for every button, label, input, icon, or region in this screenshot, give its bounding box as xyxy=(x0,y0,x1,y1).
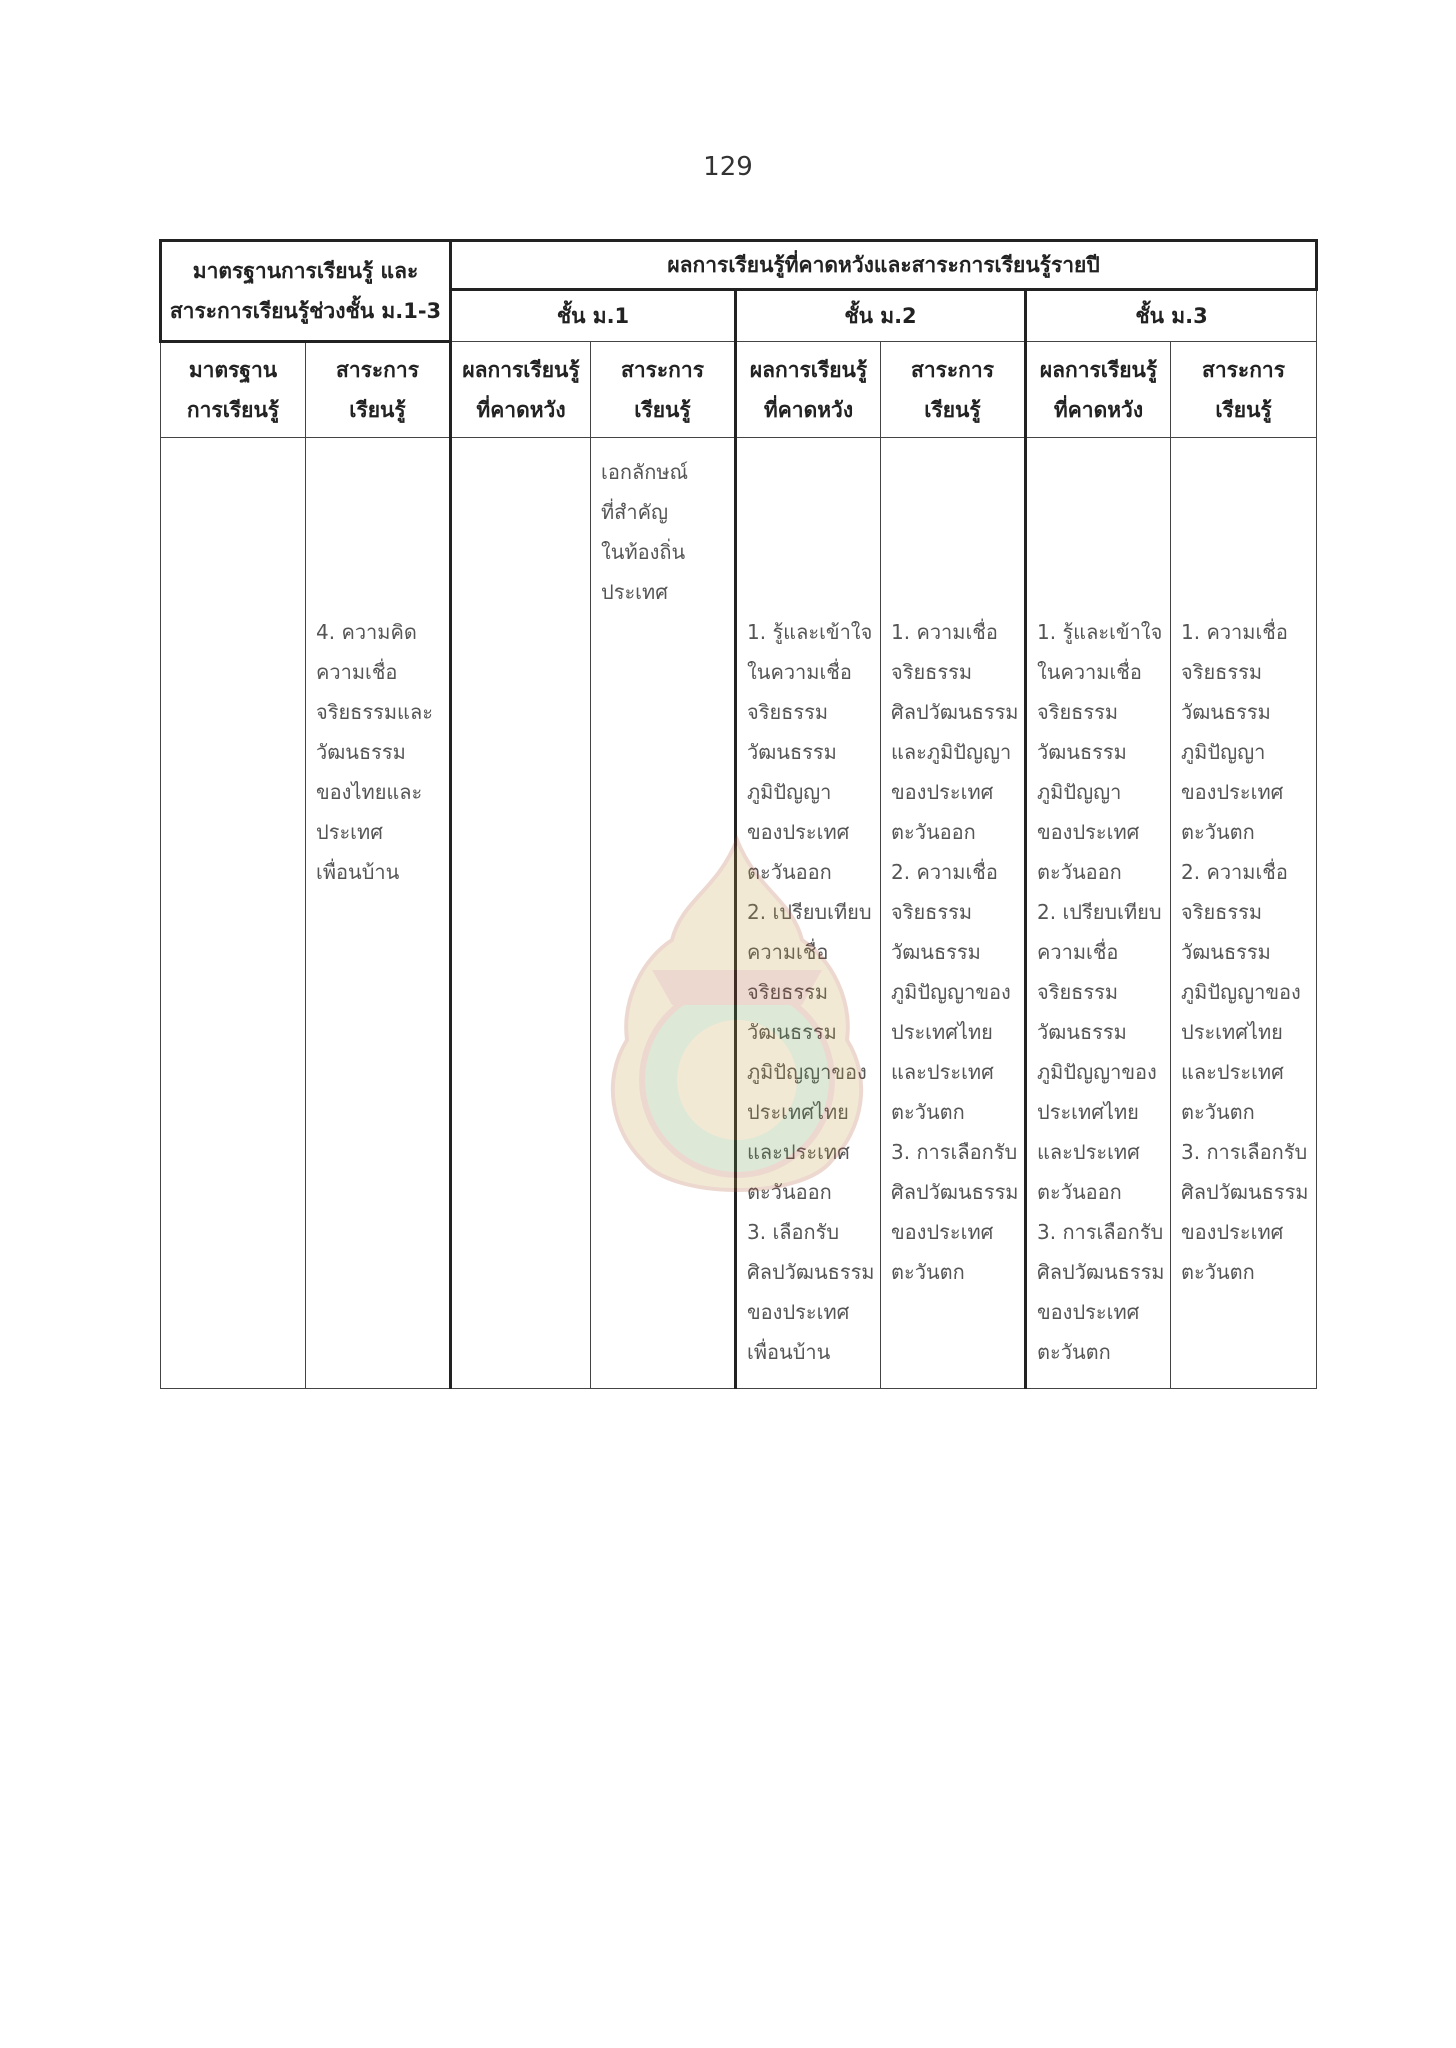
cell-standard xyxy=(161,438,306,1389)
cell-line: ของประเทศ xyxy=(891,1220,994,1244)
cell-content-m3 xyxy=(1171,438,1317,1389)
cell-line: จริยธรรม xyxy=(891,900,973,924)
cell-line: ประเทศ xyxy=(316,820,383,844)
cell-line: ตะวันตก xyxy=(1181,1100,1255,1124)
subheader-outcome-m3: ผลการเรียนรู้ ที่คาดหวัง xyxy=(1026,342,1171,438)
cell-line: จริยธรรม xyxy=(747,700,829,724)
cell-line: ตะวันออก xyxy=(1037,860,1122,884)
cell-line: ภูมิปัญญาของ xyxy=(1181,980,1301,1004)
cell-line: วัฒนธรรม xyxy=(891,940,981,964)
cell-outcome-m2 xyxy=(736,438,881,1389)
header-standard-group: มาตรฐานการเรียนรู้ และ สาระการเรียนรู้ช่วงชั้น ม.1-3 xyxy=(161,241,451,342)
cell-line: จริยธรรม xyxy=(891,660,973,684)
cell-line: 3. การเลือกรับ xyxy=(1181,1140,1308,1164)
cell-line: ภูมิปัญญาของ xyxy=(1037,1060,1157,1084)
page-number: 129 xyxy=(703,152,753,182)
cell-content-m2 xyxy=(881,438,1026,1389)
cell-line: และประเทศ xyxy=(1037,1140,1140,1164)
cell-line: ภูมิปัญญา xyxy=(1181,740,1266,764)
cell-line: จริยธรรม xyxy=(1181,900,1263,924)
cell-line: ของประเทศ xyxy=(747,820,850,844)
cell-line: วัฒนธรรม xyxy=(747,740,837,764)
cell-line: ของไทยและ xyxy=(316,780,423,804)
cell-line: ตะวันออก xyxy=(747,860,832,884)
cell-line: ตะวันออก xyxy=(1037,1180,1122,1204)
cell-line: ความเชื่อ xyxy=(1037,940,1119,964)
header-grade-m3: ชั้น ม.3 xyxy=(1026,290,1317,342)
curriculum-table xyxy=(159,239,1318,1389)
cell-content-m1 xyxy=(591,438,736,1389)
subheader-content-m2: สาระการ เรียนรู้ xyxy=(881,342,1026,438)
cell-line: ประเทศไทย xyxy=(747,1100,849,1124)
cell-line: และประเทศ xyxy=(891,1060,994,1084)
cell-line: ประเทศ xyxy=(601,580,668,604)
cell-line: วัฒนธรรม xyxy=(1037,1020,1127,1044)
cell-line: เพื่อนบ้าน xyxy=(316,860,400,884)
cell-line: 3. การเลือกรับ xyxy=(1037,1220,1164,1244)
header-grade-m1: ชั้น ม.1 xyxy=(451,290,736,342)
cell-line: ภูมิปัญญา xyxy=(1037,780,1122,804)
cell-line: และประเทศ xyxy=(747,1140,850,1164)
cell-line: ตะวันออก xyxy=(747,1180,832,1204)
cell-line: ประเทศไทย xyxy=(1037,1100,1139,1124)
cell-line: จริยธรรม xyxy=(1181,660,1263,684)
cell-line: ตะวันตก xyxy=(1181,1260,1255,1284)
cell-line: วัฒนธรรม xyxy=(747,1020,837,1044)
cell-line: ในความเชื่อ xyxy=(1037,660,1142,684)
cell-line: ประเทศไทย xyxy=(1181,1020,1283,1044)
cell-line: ตะวันตก xyxy=(1181,820,1255,844)
cell-line: ที่สำคัญ xyxy=(601,500,669,524)
cell-line: ภูมิปัญญา xyxy=(747,780,832,804)
cell-line: และภูมิปัญญา xyxy=(891,740,1012,764)
cell-line: ประเทศไทย xyxy=(891,1020,993,1044)
cell-line: 2. เปรียบเทียบ xyxy=(747,900,872,924)
cell-line: ตะวันตก xyxy=(891,1260,965,1284)
cell-line: เอกลักษณ์ xyxy=(601,460,689,484)
cell-line: จริยธรรมและ xyxy=(316,700,433,724)
cell-line: 3. เลือกรับ xyxy=(747,1220,840,1244)
cell-line: ศิลปวัฒนธรรม xyxy=(1181,1180,1309,1204)
cell-line: 4. ความคิด xyxy=(316,620,417,644)
cell-line: ภูมิปัญญาของ xyxy=(747,1060,867,1084)
cell-line: ตะวันออก xyxy=(891,820,976,844)
cell-line: เพื่อนบ้าน xyxy=(747,1340,831,1364)
cell-line: ของประเทศ xyxy=(1181,1220,1284,1244)
cell-line: 1. ความเชื่อ xyxy=(1181,620,1288,644)
cell-line: ความเชื่อ xyxy=(316,660,398,684)
cell-line: วัฒนธรรม xyxy=(1037,740,1127,764)
cell-line: 1. ความเชื่อ xyxy=(891,620,998,644)
cell-line: ของประเทศ xyxy=(747,1300,850,1324)
cell-line: ศิลปวัฒนธรรม xyxy=(891,1180,1019,1204)
cell-line: วัฒนธรรม xyxy=(1181,700,1271,724)
cell-line: จริยธรรม xyxy=(1037,980,1119,1004)
cell-line: จริยธรรม xyxy=(1037,700,1119,724)
subheader-content-m1: สาระการ เรียนรู้ xyxy=(591,342,736,438)
cell-line: และประเทศ xyxy=(1181,1060,1284,1084)
cell-line: ของประเทศ xyxy=(1037,820,1140,844)
subheader-outcome-m1: ผลการเรียนรู้ ที่คาดหวัง xyxy=(451,342,591,438)
cell-line: ศิลปวัฒนธรรม xyxy=(891,700,1019,724)
cell-content xyxy=(306,438,451,1389)
subheader-standard: มาตรฐาน การเรียนรู้ xyxy=(161,342,306,438)
cell-outcome-m1 xyxy=(451,438,591,1389)
cell-line: 3. การเลือกรับ xyxy=(891,1140,1018,1164)
cell-line: ในท้องถิ่น xyxy=(601,540,686,564)
subheader-content-m3: สาระการ เรียนรู้ xyxy=(1171,342,1317,438)
cell-line: ของประเทศ xyxy=(891,780,994,804)
cell-line: 1. รู้และเข้าใจ xyxy=(1037,620,1163,644)
cell-line: วัฒนธรรม xyxy=(1181,940,1271,964)
cell-line: วัฒนธรรม xyxy=(316,740,406,764)
cell-line: ในความเชื่อ xyxy=(747,660,852,684)
cell-line: 2. ความเชื่อ xyxy=(891,860,998,884)
cell-line: 2. ความเชื่อ xyxy=(1181,860,1288,884)
cell-line: ภูมิปัญญาของ xyxy=(891,980,1011,1004)
cell-line: ศิลปวัฒนธรรม xyxy=(747,1260,875,1284)
cell-line: 1. รู้และเข้าใจ xyxy=(747,620,873,644)
cell-line: ตะวันตก xyxy=(1037,1340,1111,1364)
header-grade-m2: ชั้น ม.2 xyxy=(736,290,1026,342)
cell-line: ของประเทศ xyxy=(1181,780,1284,804)
cell-line: ตะวันตก xyxy=(891,1100,965,1124)
cell-line: จริยธรรม xyxy=(747,980,829,1004)
header-yearly-outcomes: ผลการเรียนรู้ที่คาดหวังและสาระการเรียนรู้รายปี xyxy=(451,241,1317,290)
subheader-outcome-m2: ผลการเรียนรู้ ที่คาดหวัง xyxy=(736,342,881,438)
cell-outcome-m3 xyxy=(1026,438,1171,1389)
cell-line: ศิลปวัฒนธรรม xyxy=(1037,1260,1165,1284)
cell-line: 2. เปรียบเทียบ xyxy=(1037,900,1162,924)
cell-line: ของประเทศ xyxy=(1037,1300,1140,1324)
cell-line: ความเชื่อ xyxy=(747,940,829,964)
subheader-content: สาระการ เรียนรู้ xyxy=(306,342,451,438)
